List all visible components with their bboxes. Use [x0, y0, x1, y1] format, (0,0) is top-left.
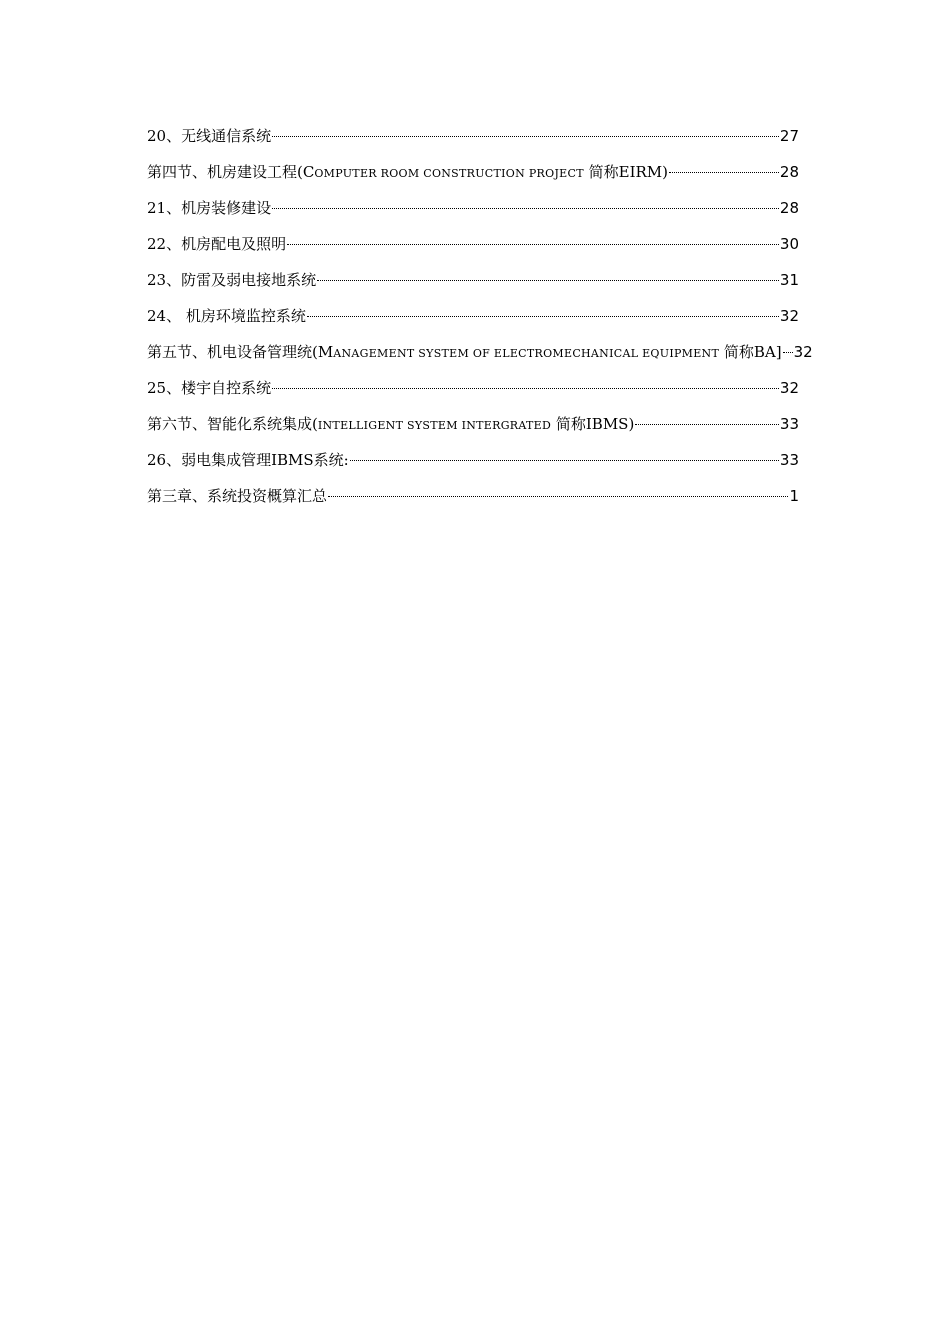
toc-entry-title: 第六节、智能化系统集成(INTELLIGENT SYSTEM INTERGRATED 简称IBMS): [147, 415, 635, 433]
toc-page-number: 32: [779, 307, 799, 325]
toc-dot-leader: [272, 136, 779, 137]
toc-dot-leader: [307, 316, 779, 317]
toc-dot-leader: [287, 244, 779, 245]
toc-page-number: 28: [779, 163, 799, 181]
toc-page-number: 31: [779, 271, 799, 289]
toc-entry-21[interactable]: [147, 194, 799, 230]
toc-entry-section-6[interactable]: [147, 410, 799, 446]
table-of-contents: [147, 122, 813, 518]
toc-page-number: 32: [779, 379, 799, 397]
toc-dot-leader: [317, 280, 779, 281]
toc-page-number: 28: [779, 199, 799, 217]
toc-entry-section-4[interactable]: [147, 158, 799, 194]
toc-entry-section-5[interactable]: [147, 338, 813, 374]
toc-entry-chapter-3[interactable]: [147, 482, 799, 518]
toc-entry-title: 25、楼宇自控系统: [147, 379, 272, 397]
toc-dot-leader: [350, 460, 779, 461]
toc-entry-22[interactable]: [147, 230, 799, 266]
toc-entry-title: 20、无线通信系统: [147, 127, 272, 145]
toc-dot-leader: [783, 352, 793, 353]
toc-dot-leader: [328, 496, 788, 497]
toc-entry-title: 第五节、机电设备管理统(MANAGEMENT SYSTEM OF ELECTROMECHANICAL EQUIPMENT 简称BA]: [147, 343, 782, 361]
toc-page-number: 33: [779, 415, 799, 433]
toc-entry-title: 26、弱电集成管理IBMS系统:: [147, 451, 349, 469]
toc-entry-23[interactable]: [147, 266, 799, 302]
toc-entry-title: 21、机房装修建设: [147, 199, 272, 217]
toc-dot-leader: [272, 208, 779, 209]
toc-page-number: 1: [789, 487, 799, 505]
toc-page-number: 33: [779, 451, 799, 469]
toc-dot-leader: [669, 172, 779, 173]
toc-entry-20[interactable]: [147, 122, 799, 158]
toc-entry-24[interactable]: [147, 302, 799, 338]
toc-entry-title: 第三章、系统投资概算汇总: [147, 487, 328, 505]
toc-entry-title: 24、 机房环境监控系统: [147, 307, 306, 325]
toc-entry-title: 第四节、机房建设工程(COMPUTER ROOM CONSTRUCTION PROJECT 简称EIRM): [147, 163, 669, 181]
toc-page-number: 30: [779, 235, 799, 253]
toc-entry-title: 23、防雷及弱电接地系统: [147, 271, 317, 289]
toc-page-number: 27: [779, 127, 799, 145]
toc-page-number: 32: [793, 343, 813, 361]
toc-dot-leader: [272, 388, 779, 389]
toc-entry-26[interactable]: [147, 446, 799, 482]
toc-entry-25[interactable]: [147, 374, 799, 410]
toc-dot-leader: [635, 424, 779, 425]
toc-entry-title: 22、机房配电及照明: [147, 235, 287, 253]
